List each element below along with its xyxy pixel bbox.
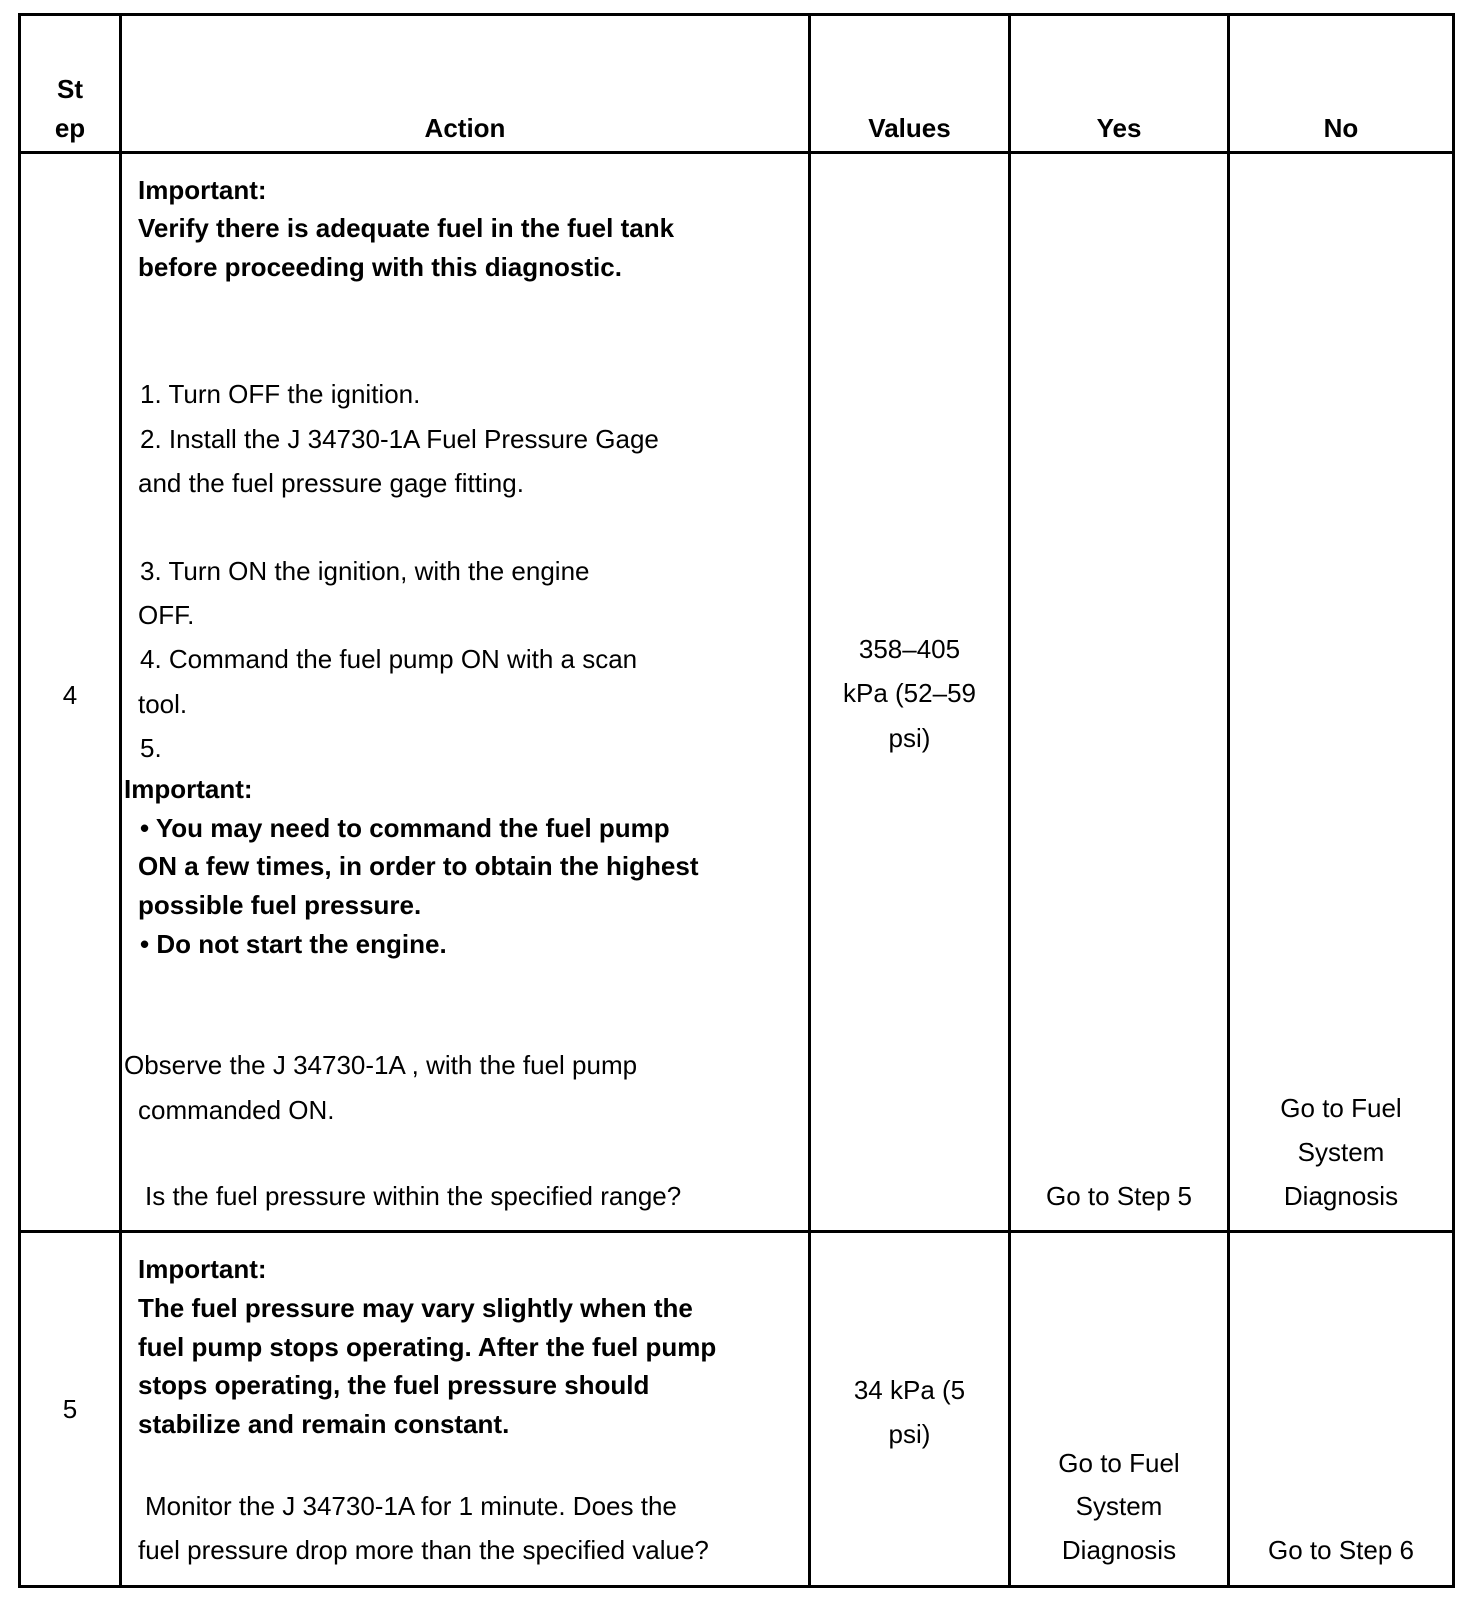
important-bullet-cont: possible fuel pressure. [138, 890, 422, 920]
table-border-right [1452, 13, 1455, 1588]
column-divider-step [119, 13, 122, 1588]
specified-value: kPa (52–59 [843, 678, 976, 708]
header-step-line2: ep [54, 113, 86, 143]
observe-instruction: Observe the J 34730-1A , with the fuel pump [124, 1050, 638, 1080]
column-divider-yes [1227, 13, 1230, 1588]
header-no: No [1323, 113, 1359, 143]
step-number: 5 [62, 1394, 78, 1424]
important-label: Important: [124, 774, 253, 804]
specified-value: psi) [888, 723, 931, 753]
column-divider-action [808, 13, 811, 1588]
table-border-top [18, 13, 1455, 16]
header-divider [18, 151, 1455, 154]
important-bullet-cont: ON a few times, in order to obtain the highest [138, 851, 699, 881]
step-item-4: 4. Command the fuel pump ON with a scan [140, 644, 638, 674]
important-text-line: fuel pump stops operating. After the fuel pump [138, 1332, 717, 1362]
header-yes: Yes [1096, 113, 1142, 143]
table-border-left [18, 13, 21, 1588]
step-item-3-cont: OFF. [138, 600, 195, 630]
step-number: 4 [62, 680, 78, 710]
row-divider [18, 1230, 1455, 1233]
step-item-2-cont: and the fuel pressure gage fitting. [138, 468, 524, 498]
observe-instruction-cont: commanded ON. [138, 1095, 335, 1125]
important-label: Important: [138, 175, 267, 205]
header-step-line1: St [57, 74, 83, 104]
important-text-line: stops operating, the fuel pressure should [138, 1370, 650, 1400]
important-text-line: The fuel pressure may vary slightly when the [138, 1293, 693, 1323]
diagnostic-question: Monitor the J 34730-1A for 1 minute. Does the [145, 1491, 677, 1521]
step-item-4-cont: tool. [138, 689, 188, 719]
step-item-2: 2. Install the J 34730-1A Fuel Pressure Gage [140, 424, 659, 454]
diagnostic-question: Is the fuel pressure within the specified range? [145, 1181, 682, 1211]
column-divider-values [1008, 13, 1011, 1588]
yes-result: Go to Step 5 [1046, 1181, 1192, 1211]
no-result: Diagnosis [1283, 1181, 1399, 1211]
no-result: Go to Step 6 [1268, 1535, 1414, 1565]
important-text-line: before proceeding with this diagnostic. [138, 252, 622, 282]
no-result: Go to Fuel [1280, 1093, 1402, 1123]
no-result: System [1297, 1137, 1385, 1167]
specified-value: 358–405 [858, 634, 961, 664]
header-action: Action [424, 113, 506, 143]
step-item-5: 5. [140, 733, 162, 763]
important-text-line: stabilize and remain constant. [138, 1409, 510, 1439]
important-bullet: • Do not start the engine. [140, 929, 447, 959]
important-bullet: • You may need to command the fuel pump [140, 813, 670, 843]
header-values: Values [868, 113, 951, 143]
yes-result: System [1075, 1491, 1163, 1521]
specified-value: psi) [888, 1419, 931, 1449]
specified-value: 34 kPa (5 [853, 1375, 966, 1405]
table-border-bottom [18, 1585, 1455, 1588]
yes-result: Diagnosis [1061, 1535, 1177, 1565]
important-text-line: Verify there is adequate fuel in the fuel tank [138, 213, 675, 243]
step-item-3: 3. Turn ON the ignition, with the engine [140, 556, 590, 586]
yes-result: Go to Fuel [1058, 1448, 1180, 1478]
diagnostic-question-cont: fuel pressure drop more than the specified value? [138, 1535, 709, 1565]
step-item-1: 1. Turn OFF the ignition. [140, 379, 421, 409]
important-label: Important: [138, 1254, 267, 1284]
